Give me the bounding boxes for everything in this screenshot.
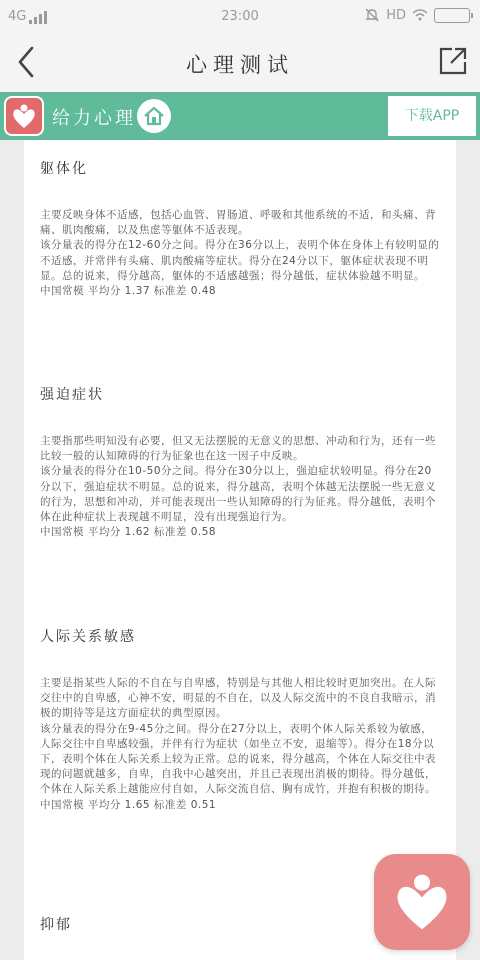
mute-icon (364, 7, 380, 23)
network-type-label: HD (386, 7, 406, 23)
battery-icon (434, 8, 470, 23)
section-title: 强迫症状 (40, 387, 104, 403)
content-card (24, 140, 456, 960)
home-icon (137, 99, 171, 133)
status-bar (0, 0, 480, 32)
section-interpersonal-sensitivity (40, 626, 440, 813)
floating-app-button[interactable] (374, 854, 470, 950)
section-description: 主要是指某些人际的不自在与自卑感，特别是与其他人相比较时更加突出。在人际交往中的自卑感，心神不安，明显的不自在，以及人际交流中的不良自我暗示，消极的期待等是这方面症状的典型原因。 (40, 677, 436, 720)
section-score-range: 该分量表的得分在9-45分之间。得分在27分以上，表明个体人际关系较为敏感，人际交往中自卑感较强，并伴有行为症状（如坐立不安，退缩等）。得分在18分以下，表明个体在人际关系上较为正常。总的说来，得分越高，个体在人际交往中表现的问题就越多，自卑，自我中心越突出，并且已表现出消极的期待。得分越低，个体在人际关系上越能应付自如，人际交流自信、胸有成竹，并抱有积极的期待。 (40, 722, 436, 796)
download-app-button[interactable]: 下载APP (388, 96, 476, 136)
external-share-icon[interactable] (438, 46, 468, 76)
status-time: 23:00 (221, 9, 259, 24)
section-score-range: 该分量表的得分在10-50分之间。得分在30分以上，强迫症状较明显。得分在20分以下，强迫症状不明显。总的说来，得分越高，表明个体越无法摆脱一些无意义的行为，思想和冲动，并可能表现出一些认知障碍的行为征兆。得分越低，表明个体在此种症状上表现越不明显，没有出现强迫行为。 (40, 465, 436, 524)
status-right-group (364, 7, 470, 23)
section-description: 主要指那些明知没有必要，但又无法摆脱的无意义的思想、冲动和行为，还有一些比较一般的认知障碍的行为征象也在这一因子中反映。 (40, 435, 436, 463)
app-logo-icon (4, 96, 44, 136)
brand-name: 给力心理 (52, 108, 136, 129)
section-title: 人际关系敏感 (40, 629, 136, 645)
section-title: 抑郁 (40, 917, 72, 933)
section-obsessive-compulsive (40, 384, 440, 540)
section-norm: 中国常模 平均分 1.62 标准差 0.58 (40, 526, 217, 539)
section-norm: 中国常模 平均分 1.65 标准差 0.51 (40, 798, 217, 811)
section-description: 主要反映身体不适感，包括心血管、胃肠道、呼吸和其他系统的不适，和头痛、背痛、肌肉酸痛，以及焦虑等躯体不适表现。 (40, 209, 436, 237)
wifi-icon (412, 8, 428, 22)
section-norm: 中国常模 平均分 1.37 标准差 0.48 (40, 285, 217, 298)
section-score-range: 该分量表的得分在12-60分之间。得分在36分以上，表明个体在身体上有较明显的不适感，并常伴有头痛、肌肉酸痛等症状。得分在24分以下，躯体症状表现不明显。总的说来，得分越高，躯体的不适感越强；得分越低，症状体验越不明显。 (40, 239, 440, 282)
section-title: 躯体化 (40, 161, 88, 177)
heart-person-icon (10, 102, 38, 130)
app-download-banner (0, 92, 480, 140)
section-somatization (40, 158, 440, 299)
heart-person-icon (390, 870, 454, 934)
network-label: 4G (8, 9, 27, 24)
nav-bar (0, 32, 480, 92)
page-title: 心理测试 (186, 53, 294, 77)
